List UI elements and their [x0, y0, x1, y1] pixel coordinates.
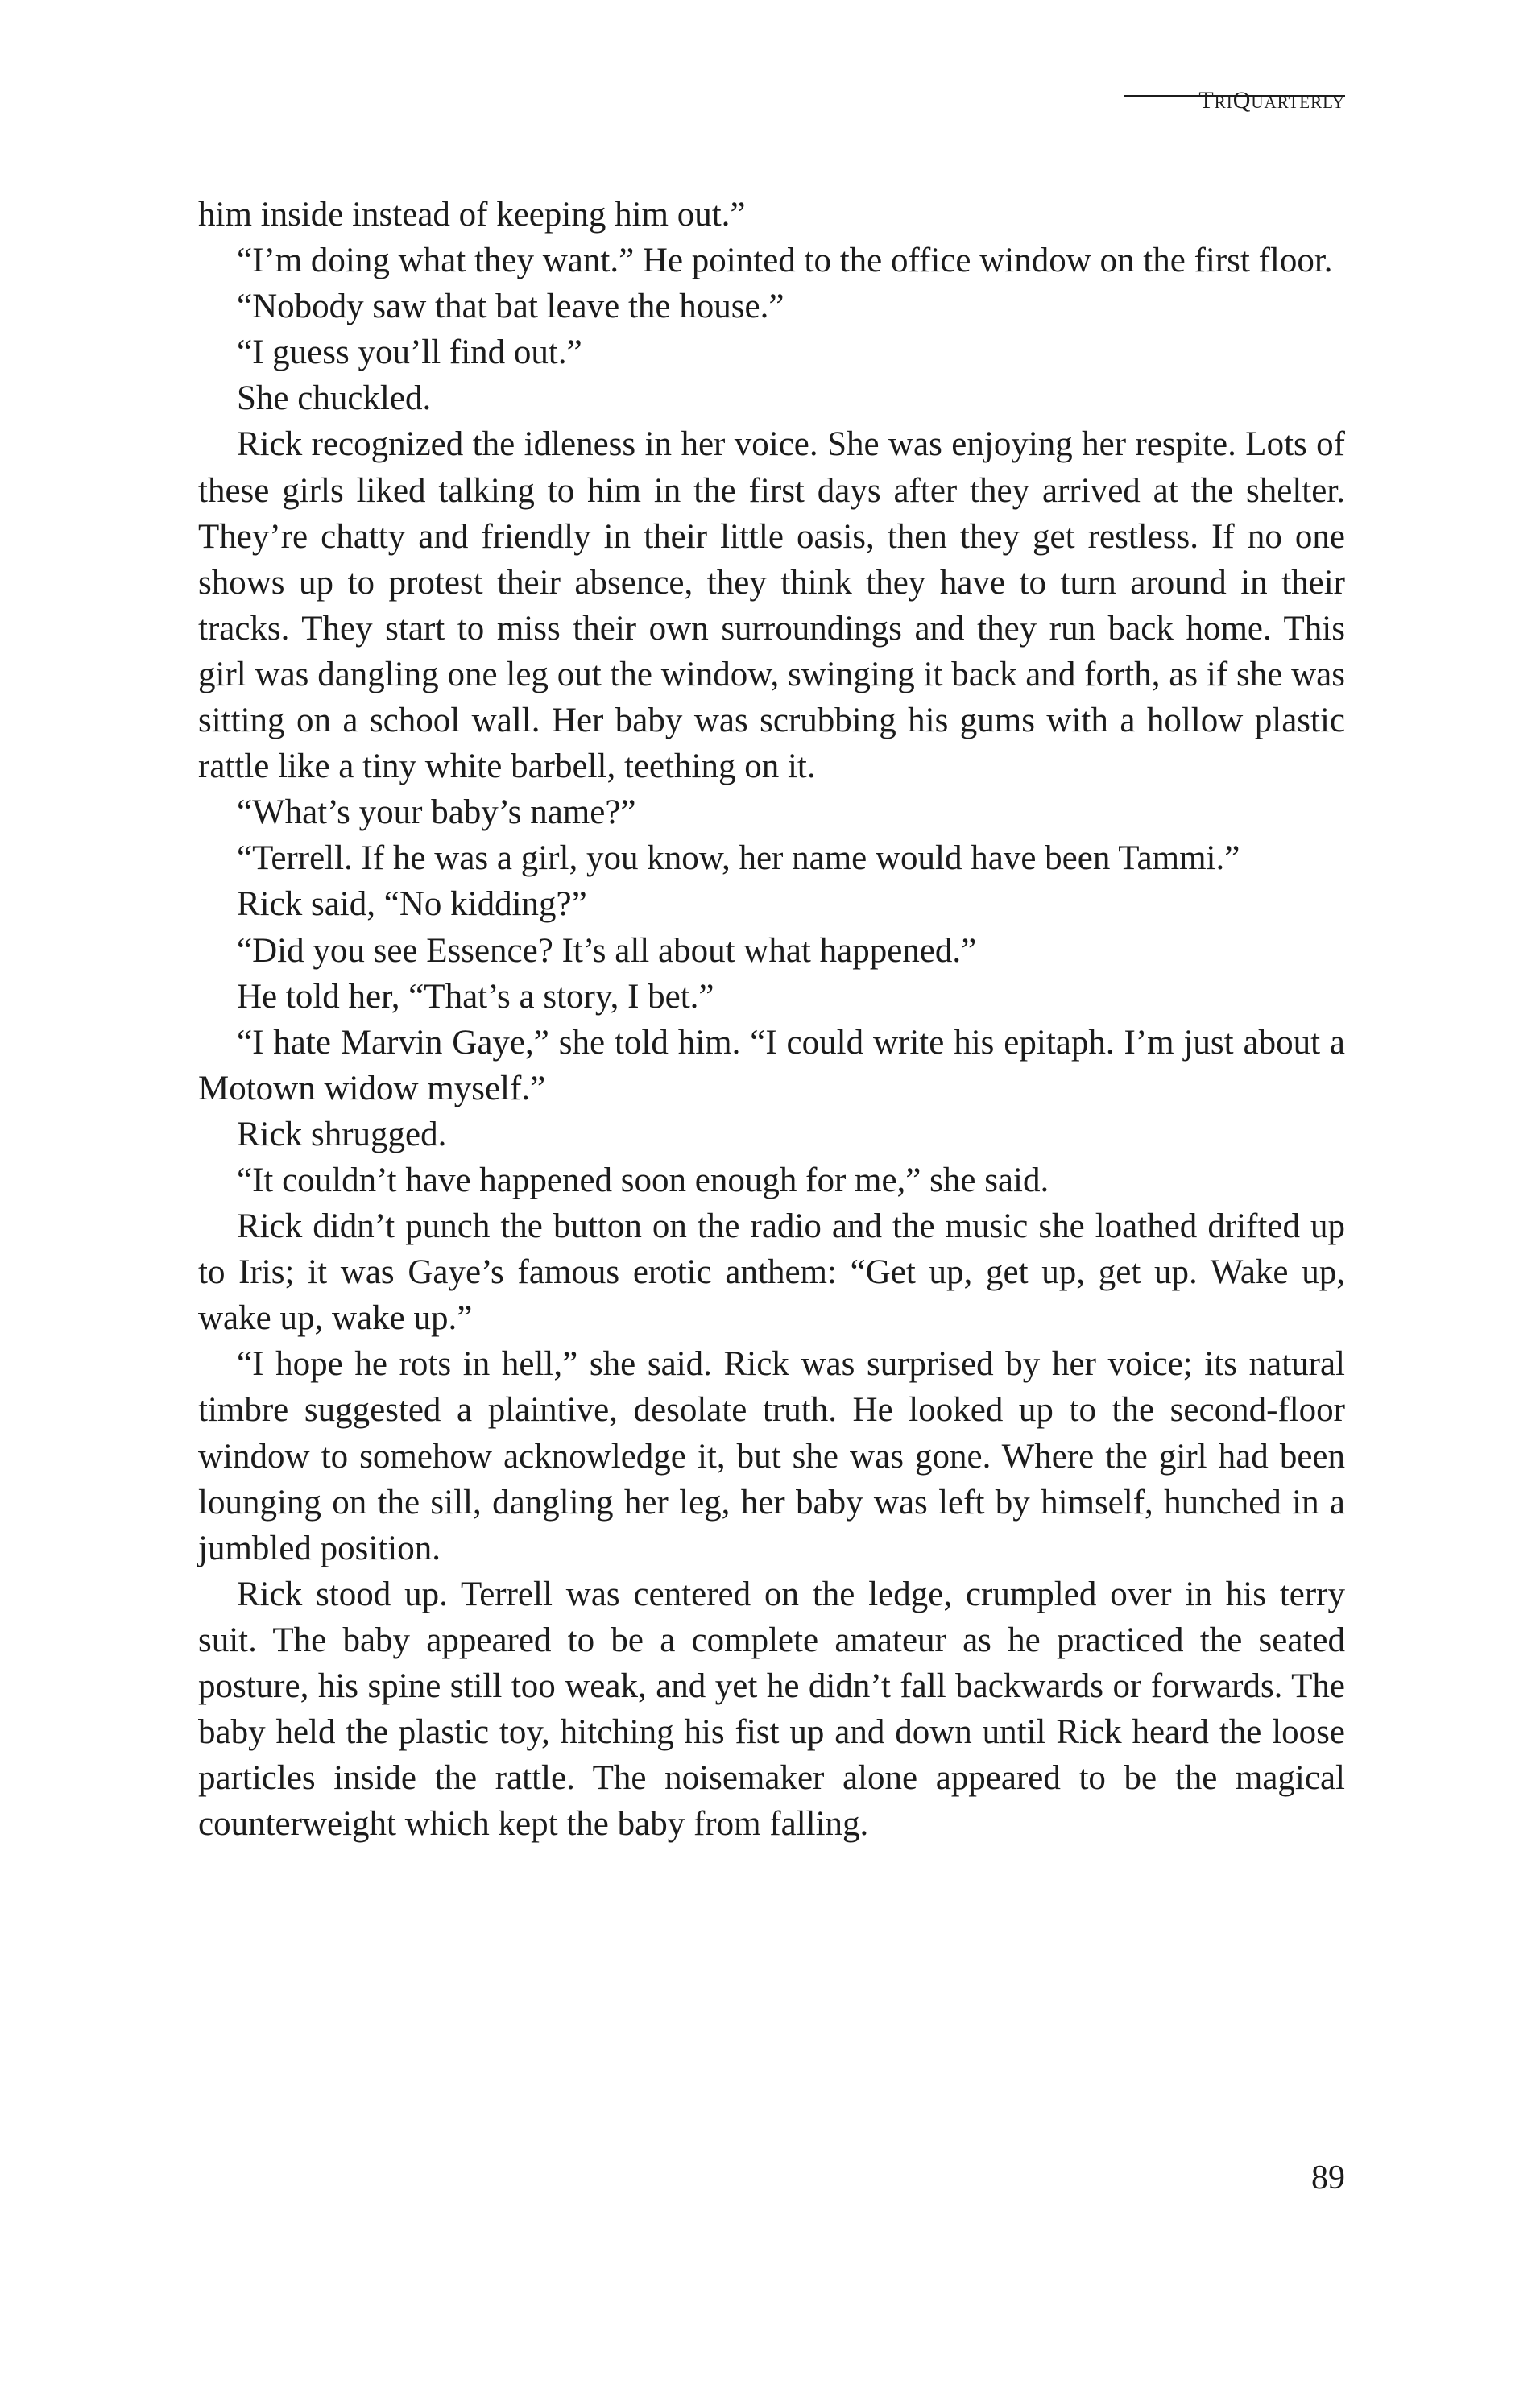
paragraph: He told her, “That’s a story, I bet.” [237, 977, 714, 1016]
body-text [198, 192, 1345, 1847]
paragraph: Rick didn’t punch the button on the radio and the music she loathed drifted up to Iris; it was Gaye’s famous erotic anthem: “Get up, get up, get up. Wake up, wake up, wake up.” [198, 1207, 1345, 1338]
page-number: 89 [1311, 2159, 1345, 2196]
paragraph: “I’m doing what they want.” He pointed to the office window on the first floor. [237, 242, 1333, 280]
paragraph: “What’s your baby’s name?” [237, 793, 636, 832]
running-header: TriQuarterly [1198, 87, 1345, 114]
paragraph: “Nobody saw that bat leave the house.” [237, 288, 784, 326]
paragraph: Rick said, “No kidding?” [237, 885, 587, 924]
paragraph: “It couldn’t have happened soon enough for me,” she said. [237, 1161, 1049, 1199]
paragraph: Rick recognized the idleness in her voice. She was enjoying her respite. Lots of these girls liked talking to him in the first days after they arrived at the shelter. They’re chatty and friendly in their little oasis, then they get restless. If no one shows up to protest their absence, they think they have to turn around in their tracks. They start to miss their own surroundings and they run back home. This girl was dangling one leg out the window, swinging it back and forth, as if she was sitting on a school wall. Her baby was scrubbing his gums with a hollow plastic rattle like a tiny white barbell, teething on it. [198, 425, 1345, 786]
paragraph: Rick stood up. Terrell was centered on the ledge, crumpled over in his terry suit. The baby appeared to be a complete amateur as he practiced the seated posture, his spine still too weak, and yet he didn’t fall backwards or forwards. The baby held the plastic toy, hitching his fist up and down until Rick heard the loose particles inside the rattle. The noisemaker alone appeared to be the magical counterweight which kept the baby from falling. [198, 1575, 1345, 1844]
paragraph: “I guess you’ll find out.” [237, 333, 582, 372]
paragraph: “Terrell. If he was a girl, you know, her name would have been Tammi.” [237, 839, 1240, 878]
paragraph: She chuckled. [237, 379, 432, 418]
paragraph: “I hate Marvin Gaye,” she told him. “I could write his epitaph. I’m just about a Motown widow myself.” [198, 1023, 1345, 1107]
paragraph: Rick shrugged. [237, 1115, 447, 1153]
paragraph: him inside instead of keeping him out.” [198, 196, 746, 234]
paragraph: “I hope he rots in hell,” she said. Rick was surprised by her voice; its natural timbre suggested a plaintive, desolate truth. He looked up to the second-floor window to somehow acknowledge it, but she was gone. Where the girl had been lounging on the sill, dangling her leg, her baby was left by himself, hunched in a jumbled position. [198, 1345, 1345, 1567]
paragraph: “Did you see Essence? It’s all about what happened.” [237, 931, 977, 970]
